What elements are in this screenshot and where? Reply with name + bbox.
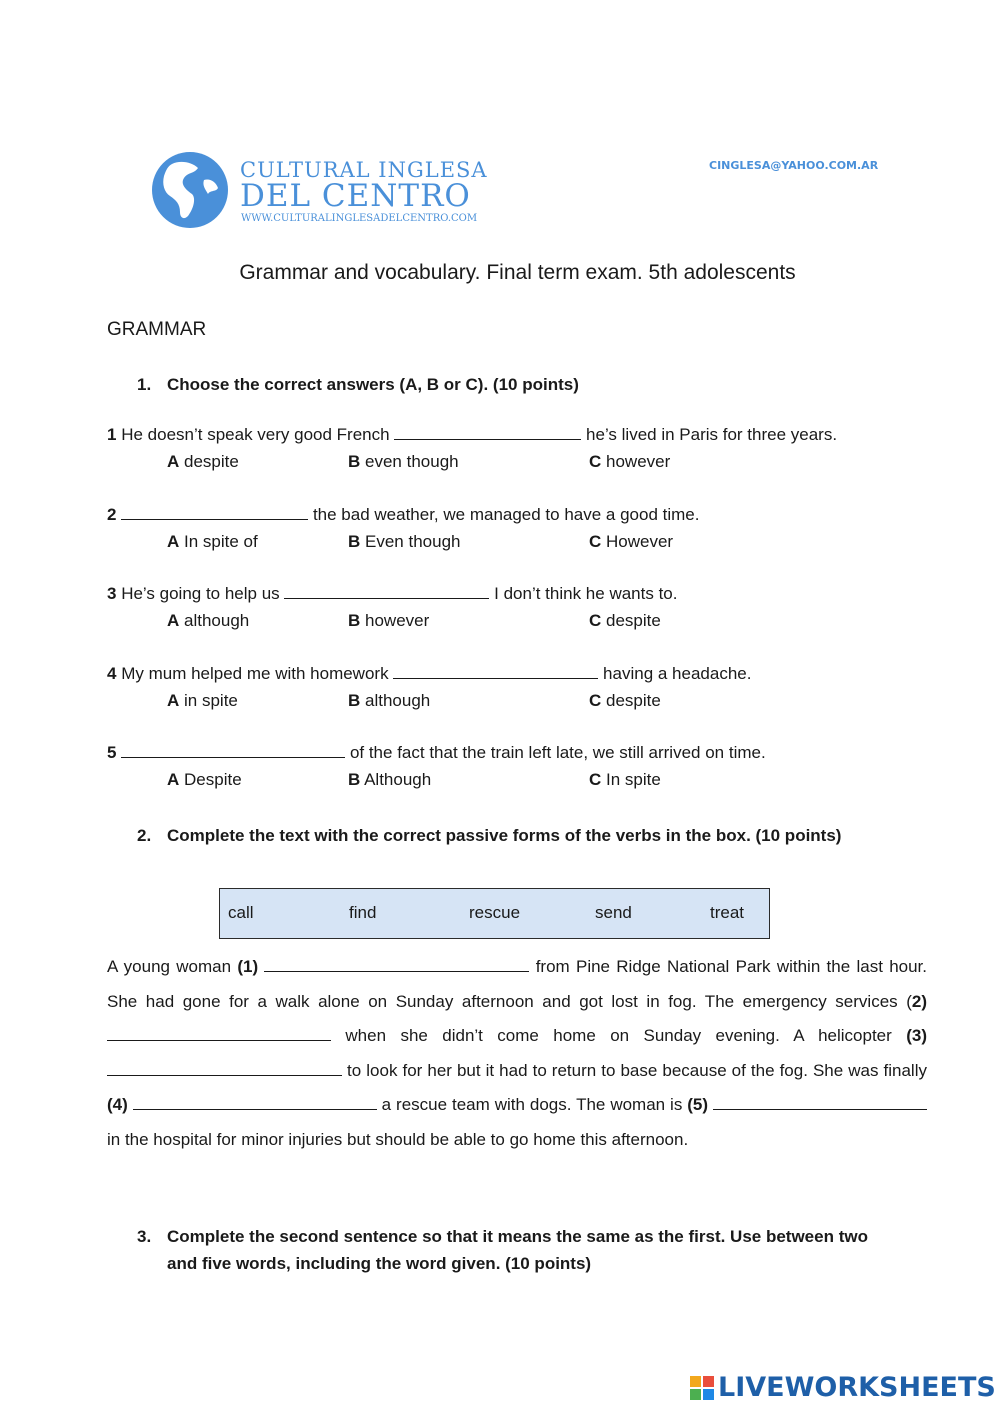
section-title-grammar: GRAMMAR bbox=[107, 319, 207, 340]
answer-blank[interactable] bbox=[133, 1095, 377, 1110]
question-2-heading bbox=[0, 822, 999, 876]
word-box-item: call bbox=[228, 903, 254, 922]
liveworksheets-logo[interactable] bbox=[690, 1372, 996, 1404]
word-box-item: rescue bbox=[469, 903, 521, 922]
answer-blank[interactable] bbox=[713, 1095, 927, 1110]
answer-blank[interactable] bbox=[107, 1061, 342, 1076]
q1-item-5-option-a[interactable]: A Despite bbox=[167, 770, 242, 789]
q1-item-3 bbox=[107, 584, 677, 604]
q1-item-3-option-a[interactable]: A although bbox=[167, 611, 250, 630]
answer-blank[interactable] bbox=[121, 743, 345, 758]
answer-blank[interactable] bbox=[393, 664, 598, 679]
item-number: 5 bbox=[107, 743, 117, 762]
blank-marker: (5) bbox=[687, 1095, 709, 1115]
item-text-after: I don’t think he wants to. bbox=[494, 584, 678, 603]
q1-item-2-option-b[interactable]: B Even though bbox=[348, 532, 461, 551]
q1-item-2-option-c[interactable]: C However bbox=[589, 532, 674, 551]
q1-item-4-option-b[interactable]: B although bbox=[348, 691, 431, 710]
question-3-number: 3. bbox=[137, 1227, 152, 1246]
org-url[interactable]: WWW.CULTURALINGLESADELCENTRO.COM bbox=[241, 213, 478, 224]
word-box bbox=[219, 888, 770, 939]
item-text-before: He doesn’t speak very good French bbox=[121, 425, 390, 444]
question-3-heading bbox=[0, 1223, 999, 1277]
q1-item-1-option-a[interactable]: A despite bbox=[167, 452, 239, 471]
passive-text-paragraph: A young woman (1) from Pine Ridge National Park within the last hour. She had gone for a walk alone on Sunday afternoon and got lost in fog. The emergency services (2) when she didn’t come home on Sunday evening. A helicopter (3) to look for her but it had to return to base because of the fog. She was finally (4) a rescue team with dogs. The woman is (5) in the hospital for minor injuries but should be able to go home this afternoon. bbox=[107, 957, 928, 1149]
blank-marker: (3) bbox=[906, 1026, 927, 1046]
q1-item-4-option-c[interactable]: C despite bbox=[589, 691, 661, 710]
org-name-line1: CULTURAL INGLESA bbox=[240, 158, 488, 182]
item-text-before: He’s going to help us bbox=[121, 584, 280, 603]
globe-logo-icon bbox=[150, 150, 230, 230]
blank-marker: (1) bbox=[237, 957, 259, 976]
word-box-item: find bbox=[349, 903, 377, 922]
question-1-heading bbox=[0, 371, 999, 398]
blank-marker: (4) bbox=[107, 1095, 128, 1115]
question-1-instruction: Choose the correct answers (A, B or C). (10 points) bbox=[167, 375, 579, 394]
answer-blank[interactable] bbox=[394, 425, 581, 440]
item-number: 2 bbox=[107, 505, 117, 524]
blank-marker: 2) bbox=[911, 991, 927, 1011]
answer-blank[interactable] bbox=[107, 1026, 331, 1041]
q1-item-1 bbox=[107, 425, 837, 445]
q1-item-2 bbox=[107, 505, 699, 525]
item-text-after: he’s lived in Paris for three years. bbox=[586, 425, 838, 444]
answer-blank[interactable] bbox=[284, 584, 489, 599]
word-box-item: send bbox=[595, 903, 632, 922]
answer-blank[interactable] bbox=[264, 957, 529, 972]
liveworksheets-icon bbox=[690, 1376, 714, 1400]
item-text-after: of the fact that the train left late, we still arrived on time. bbox=[349, 743, 766, 762]
item-number: 1 bbox=[107, 425, 117, 444]
org-name-line2: DEL CENTRO bbox=[240, 178, 471, 214]
q1-item-5-option-c[interactable]: C In spite bbox=[589, 770, 661, 789]
q1-item-1-option-b[interactable]: B even though bbox=[348, 452, 459, 471]
contact-email[interactable]: CINGLESA@YAHOO.COM.AR bbox=[709, 159, 879, 172]
item-text-before: My mum helped me with homework bbox=[121, 664, 389, 683]
q1-item-4-option-a[interactable]: A in spite bbox=[167, 691, 238, 710]
question-2-instruction: Complete the text with the correct passive forms of the verbs in the box. (10 points) bbox=[167, 826, 842, 845]
item-number: 3 bbox=[107, 584, 117, 603]
liveworksheets-brand-text: LIVEWORKSHEETS bbox=[718, 1372, 996, 1403]
q1-item-4 bbox=[107, 664, 751, 684]
q1-item-2-option-a[interactable]: A In spite of bbox=[167, 532, 258, 551]
question-3-instruction: Complete the second sentence so that it means the same as the first. Use between two and five words, including the word given. (10 points) bbox=[167, 1227, 868, 1273]
item-number: 4 bbox=[107, 664, 117, 683]
q1-item-5-option-b[interactable]: B Although bbox=[348, 770, 432, 789]
q1-item-5 bbox=[107, 743, 766, 763]
q1-item-1-option-c[interactable]: C however bbox=[589, 452, 671, 471]
item-text-after: having a headache. bbox=[603, 664, 752, 683]
q1-item-3-option-b[interactable]: B however bbox=[348, 611, 430, 630]
question-1-number: 1. bbox=[137, 375, 152, 394]
answer-blank[interactable] bbox=[121, 505, 308, 520]
word-box-item: treat bbox=[710, 903, 745, 922]
question-2-number: 2. bbox=[137, 826, 152, 845]
q1-item-3-option-c[interactable]: C despite bbox=[589, 611, 661, 630]
document-title: Grammar and vocabulary. Final term exam. 5th adolescents bbox=[239, 261, 796, 284]
item-text-after: the bad weather, we managed to have a good time. bbox=[312, 505, 700, 524]
